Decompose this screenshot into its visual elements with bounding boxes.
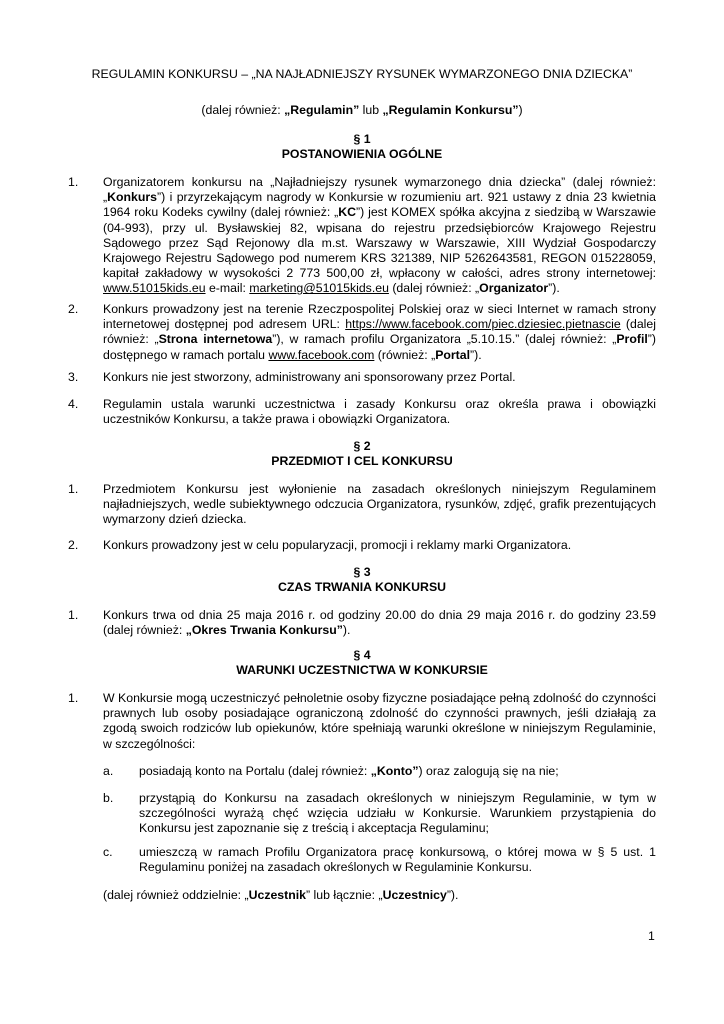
s4-a-text: posiadają konto na Portalu (dalej również: „Konto”) oraz zalogują się na nie; <box>139 764 559 778</box>
s1-p1-number: 1. <box>68 175 79 189</box>
s4-c-letter: c. <box>103 845 113 859</box>
section-2-sign: § 2 <box>353 439 371 453</box>
s4-a-letter: a. <box>103 764 114 778</box>
s1-p2-text: Konkurs prowadzony jest na terenie Rzeczpospolitej Polskiej oraz w sieci Internet w ramach strony internetowej dostępnej pod adresem URL: https://www.facebook.com/piec.dziesiec.pietnascie (dalej również: „Strona internetowa”), w ramach profilu Organizatora „5.10.15.” (dalej również: „Profil”) dostępnego w ramach portalu www.facebook.com (również: „Portal”). <box>103 302 656 362</box>
facebook-link[interactable]: www.facebook.com <box>268 347 375 362</box>
section-4-sign: § 4 <box>353 648 371 662</box>
s2-p1-text: Przedmiotem Konkursu jest wyłonienie na zasadach określonych niniejszym Regulaminem najładniejszych, wedle subiektywnego odczucia Organizatora, rysunków, zdjęć, grafik prezentujących wymarzony dzień dziecka. <box>103 482 656 527</box>
s3-p1-text: Konkurs trwa od dnia 25 maja 2016 r. od godziny 20.00 do dnia 29 maja 2016 r. do godziny 23.59 (dalej również: „Okres Trwania Konkursu”). <box>103 608 656 638</box>
section-1-sign: § 1 <box>353 132 371 146</box>
s3-p1-number: 1. <box>68 608 79 622</box>
s1-p3-number: 3. <box>68 370 79 384</box>
s4-p1-number: 1. <box>68 691 79 705</box>
facebook-page-link[interactable]: https://www.facebook.com/piec.dziesiec.pietnascie <box>345 317 621 332</box>
website-link[interactable]: www.51015kids.eu <box>103 281 206 296</box>
s1-p1-text: Organizatorem konkursu na „Najładniejszy rysunek wymarzonego dnia dziecka” (dalej również: „Konkurs”) i przyrzekającym nagrody w Konkursie w rozumieniu art. 921 ustawy z dnia 23 kwietnia 1964 roku Kodeks cywilny (dalej również: „KC”) jest KOMEX spółka akcyjna z siedzibą w Warszawie (04-993), przy ul. Bysławskiej 82, wpisana do rejestru przedsiębiorców Krajowego Rejestru Sądowego przez Sąd Rejonowy dla m.st. Warszawy w Warszawie, XIII Wydział Gospodarczy Krajowego Rejestru Sądowego pod numerem KRS 321389, NIP 5262643581, REGON 015228059, kapitał zakładowy w wysokości 2 773 500,00 zł, wpłacony w całości, adres strony internetowej: www.51015kids.eu e-mail: marketing@51015kids.eu (dalej również: „Organizator”). <box>103 175 656 296</box>
section-3-heading: CZAS TRWANIA KONKURSU <box>277 580 447 594</box>
email-link[interactable]: marketing@51015kids.eu <box>249 281 389 296</box>
s2-p2-text: Konkurs prowadzony jest w celu popularyzacji, promocji i reklamy marki Organizatora. <box>103 538 572 552</box>
s4-p1-text: W Konkursie mogą uczestniczyć pełnoletnie osoby fizyczne posiadające pełną zdolność do czynności prawnych lub osoby posiadające ograniczoną zdolność do czynności prawnych, jeśli działają za zgodą swoich rodziców lub opiekunów, które spełniają warunki określone w niniejszym Regulaminie, w szczególności: <box>103 691 656 751</box>
section-3-sign: § 3 <box>353 565 371 579</box>
s2-p2-number: 2. <box>68 538 79 552</box>
s4-b-letter: b. <box>103 791 114 805</box>
document-title: REGULAMIN KONKURSU – „NA NAJŁADNIEJSZY RYSUNEK WYMARZONEGO DNIA DZIECKA” <box>91 67 633 81</box>
document-subtitle: (dalej również: „Regulamin” lub „Regulamin Konkursu”) <box>201 103 523 117</box>
section-4-heading: WARUNKI UCZESTNICTWA W KONKURSIE <box>236 663 488 677</box>
s1-p4-text: Regulamin ustala warunki uczestnictwa i zasady Konkursu oraz określa prawa i obowiązki uczestników Konkursu, a także prawa i obowiązki Organizatora. <box>103 397 656 427</box>
s2-p1-number: 1. <box>68 482 79 496</box>
s1-p3-text: Konkurs nie jest stworzony, administrowany ani sponsorowany przez Portal. <box>103 370 516 384</box>
s4-b-text: przystąpią do Konkursu na zasadach określonych w niniejszym Regulaminie, w tym w szczególności wyrażą chęć wzięcia udziału w Konkursie. Warunkiem przystąpienia do Konkursu jest zapoznanie się z treścią i akceptacja Regulaminu; <box>139 791 656 836</box>
s1-p2-number: 2. <box>68 302 79 316</box>
s4-closing: (dalej również oddzielnie: „Uczestnik” lub łącznie: „Uczestnicy”). <box>103 888 459 902</box>
page-number: 1 <box>648 929 655 943</box>
s1-p4-number: 4. <box>68 397 79 411</box>
section-1-heading: POSTANOWIENIA OGÓLNE <box>281 147 443 161</box>
s4-c-text: umieszczą w ramach Profilu Organizatora pracę konkursową, o której mowa w § 5 ust. 1 Regulaminu poniżej na zasadach określonych w Regulaminie Konkursu. <box>139 845 656 875</box>
section-2-heading: PRZEDMIOT I CEL KONKURSU <box>271 454 453 468</box>
